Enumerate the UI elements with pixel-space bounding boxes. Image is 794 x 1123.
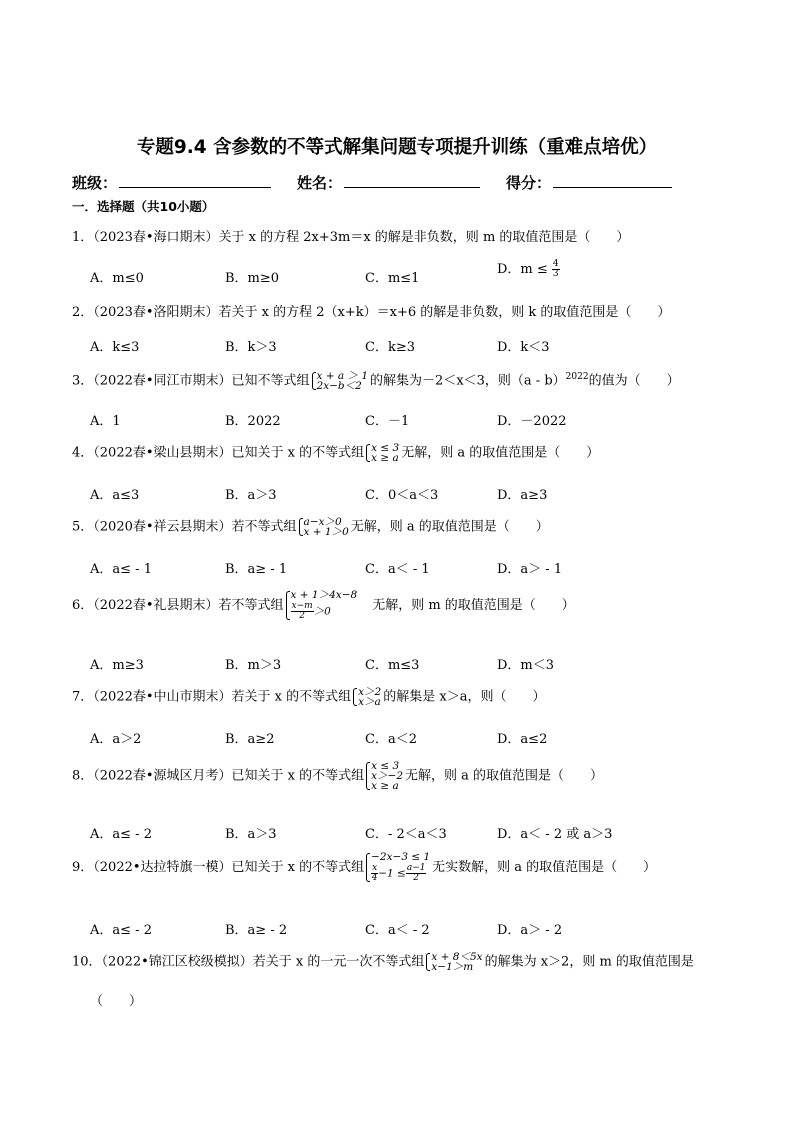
q4-option-a[interactable]: A．a≤3 — [90, 488, 140, 503]
q9-option-d[interactable]: D．a＞ - 2 — [497, 923, 563, 938]
q9-stem-end: 无实数解，则 a 的取值范围是（ ） — [432, 860, 657, 875]
q4-system — [366, 443, 399, 463]
score-blank[interactable] — [553, 187, 672, 188]
q3-stem-cont: 的解集为－2＜x＜3，则（a - b） — [370, 373, 566, 389]
q6-option-b[interactable]: B．m＞3 — [225, 658, 282, 673]
question-10 — [72, 952, 694, 972]
q9-option-c[interactable]: C．a＜ - 2 — [365, 923, 430, 938]
q4-option-d[interactable]: D．a≥3 — [497, 488, 548, 503]
question-9 — [72, 852, 656, 883]
q1-option-d-text: D．m ≤ — [497, 262, 548, 277]
q6-option-a[interactable]: A．m≥3 — [90, 658, 144, 673]
q5-stem: 5．（2020春•祥云县期末）若不等式组 — [72, 519, 297, 535]
q5-stem-end: 无解，则 a 的取值范围是（ ） — [350, 519, 549, 535]
q10-stem: 10．（2022•锦江区校级模拟）若关于 x 的一元一次不等式组 — [72, 954, 425, 970]
q8-option-b[interactable]: B．a＞3 — [225, 827, 277, 842]
system-line: −2x−3 ≤ 1 — [371, 851, 431, 863]
fraction-denominator: 2 — [299, 611, 305, 621]
q3-stem-end: 的值为（ ） — [588, 373, 680, 389]
q5-option-c[interactable]: C．a＜ - 1 — [365, 562, 430, 577]
question-6 — [72, 590, 575, 621]
q9-option-a[interactable]: A．a≤ - 2 — [90, 923, 152, 938]
class-blank[interactable] — [119, 187, 271, 188]
q9-option-b[interactable]: B．a≥ - 2 — [225, 923, 288, 938]
q8-stem: 8．（2022春•源城区月考）已知关于 x 的不等式组 — [72, 768, 365, 784]
q5-option-a[interactable]: A．a≤ - 1 — [90, 562, 152, 577]
q2-option-d[interactable]: D．k＜3 — [497, 340, 550, 355]
fraction-numerator: x — [372, 863, 378, 873]
q5-option-b[interactable]: B．a≥ - 1 — [225, 562, 288, 577]
q6-option-c[interactable]: C．m≤3 — [365, 658, 420, 673]
question-7 — [72, 687, 545, 707]
question-1: 1．（2023春•海口期末）关于 x 的方程 2x+3m＝x 的解是非负数，则 m 的取值范围是（ ） — [72, 230, 630, 245]
q3-stem: 3．（2022春•同江市期末）已知不等式组 — [72, 373, 310, 389]
fraction-numerator: a−1 — [406, 863, 426, 873]
q5-option-d[interactable]: D．a＞ - 1 — [497, 562, 563, 577]
fraction-denominator: 2 — [413, 873, 420, 883]
q7-option-b[interactable]: B．a≥2 — [225, 732, 275, 747]
q2-option-b[interactable]: B．k＞3 — [225, 340, 277, 355]
system-line: x ≥ a — [371, 452, 399, 464]
fraction-denominator: 3 — [552, 269, 559, 279]
q2-option-c[interactable]: C．k≥3 — [365, 340, 415, 355]
question-4 — [72, 443, 599, 463]
system-line: x + 1＞0 — [303, 526, 349, 538]
name-blank[interactable] — [344, 187, 480, 188]
question-8 — [72, 761, 603, 791]
q7-option-d[interactable]: D．a≤2 — [497, 732, 548, 747]
q4-option-c[interactable]: C．0＜a＜3 — [365, 488, 439, 503]
q6-stem-end: 无解，则 m 的取值范围是（ ） — [359, 598, 575, 613]
system-line: x ≥ a — [371, 780, 399, 792]
q8-option-d[interactable]: D．a＜ - 2 或 a＞3 — [497, 827, 613, 842]
question-3 — [72, 368, 680, 391]
system-line-rest: ＞0 — [313, 605, 331, 618]
q1-option-d[interactable] — [497, 258, 560, 279]
q7-option-a[interactable]: A．a＞2 — [90, 732, 142, 747]
q7-option-c[interactable]: C．a＜2 — [365, 732, 417, 747]
q10-system — [426, 952, 482, 972]
q3-exponent: 2022 — [565, 372, 589, 382]
system-line: a−x＞0 — [303, 516, 342, 528]
system-line — [371, 864, 430, 883]
q5-system — [299, 517, 349, 537]
system-line: x＞2 — [358, 686, 382, 698]
system-line: 2x−b＜2 — [316, 379, 362, 392]
q6-system — [286, 590, 358, 621]
q6-option-d[interactable]: D．m＜3 — [497, 658, 555, 673]
q8-option-a[interactable]: A．a≤ - 2 — [90, 827, 152, 842]
q3-option-b[interactable]: B．2022 — [225, 414, 281, 429]
q1-option-b[interactable]: B．m≥0 — [225, 271, 280, 286]
fraction-numerator: 4 — [552, 259, 559, 269]
fraction-denominator: 4 — [371, 873, 378, 883]
system-line: x + 8＜5x — [431, 951, 483, 963]
system-line: x + a ＞ 1 — [316, 369, 369, 382]
q3-option-a[interactable]: A．1 — [90, 414, 121, 429]
question-5 — [72, 517, 549, 537]
q8-stem-end: 无解，则 a 的取值范围是（ ） — [405, 768, 604, 784]
q4-option-b[interactable]: B．a＞3 — [225, 488, 277, 503]
class-label: 班级： — [72, 174, 118, 192]
system-line: x ≤ 3 — [371, 760, 400, 772]
q9-system — [366, 852, 430, 883]
q2-option-a[interactable]: A．k≤3 — [90, 340, 140, 355]
system-line: x ≤ 3 — [371, 442, 400, 454]
q7-stem: 7．（2022春•中山市期末）若关于 x 的不等式组 — [72, 689, 352, 705]
score-label: 得分： — [506, 174, 552, 192]
q9-stem: 9．（2022•达拉特旗一模）已知关于 x 的不等式组 — [72, 860, 365, 875]
q4-stem: 4．（2022春•梁山县期末）已知关于 x 的不等式组 — [72, 445, 365, 461]
section-heading: 一．选择题（共10小题） — [72, 199, 215, 214]
fraction-numerator: x−m — [291, 601, 313, 611]
q3-option-c[interactable]: C．－1 — [365, 414, 410, 429]
q1-option-a[interactable]: A．m≤0 — [90, 271, 144, 286]
question-2: 2．（2023春•洛阳期末）若关于 x 的方程 2（x+k）＝x+6 的解是非负数，则 k 的取值范围是（ ） — [72, 305, 671, 320]
system-line: x＞a — [358, 696, 381, 708]
q6-stem: 6．（2022春•礼县期末）若不等式组 — [72, 598, 284, 613]
name-label: 姓名： — [297, 174, 343, 192]
q10-answer-parens[interactable]: （ ） — [90, 994, 143, 1009]
q10-stem-end: 的解集为 x＞2，则 m 的取值范围是 — [484, 954, 694, 970]
q3-option-d[interactable]: D．－2022 — [497, 414, 567, 429]
system-line-mid: −1 ≤ — [378, 867, 406, 880]
page-title: 专题9.4 含参数的不等式解集问题专项提升训练（重难点培优） — [136, 137, 658, 158]
q7-system — [353, 687, 381, 707]
system-line: x−1＞m — [431, 961, 474, 973]
system-line: x + 1＞4x−8 — [290, 589, 358, 601]
system-line: x＞−2 — [371, 770, 404, 782]
q8-option-c[interactable]: C．- 2＜a＜3 — [365, 827, 447, 842]
q3-system — [312, 371, 369, 391]
system-line — [291, 602, 358, 621]
q8-system — [366, 761, 403, 791]
q4-stem-end: 无解，则 a 的取值范围是（ ） — [401, 445, 600, 461]
q7-stem-end: 的解集是 x＞a，则（ ） — [383, 689, 546, 705]
q1-option-c[interactable]: C．m≤1 — [365, 271, 420, 286]
q1-option-d-fraction — [552, 260, 560, 279]
